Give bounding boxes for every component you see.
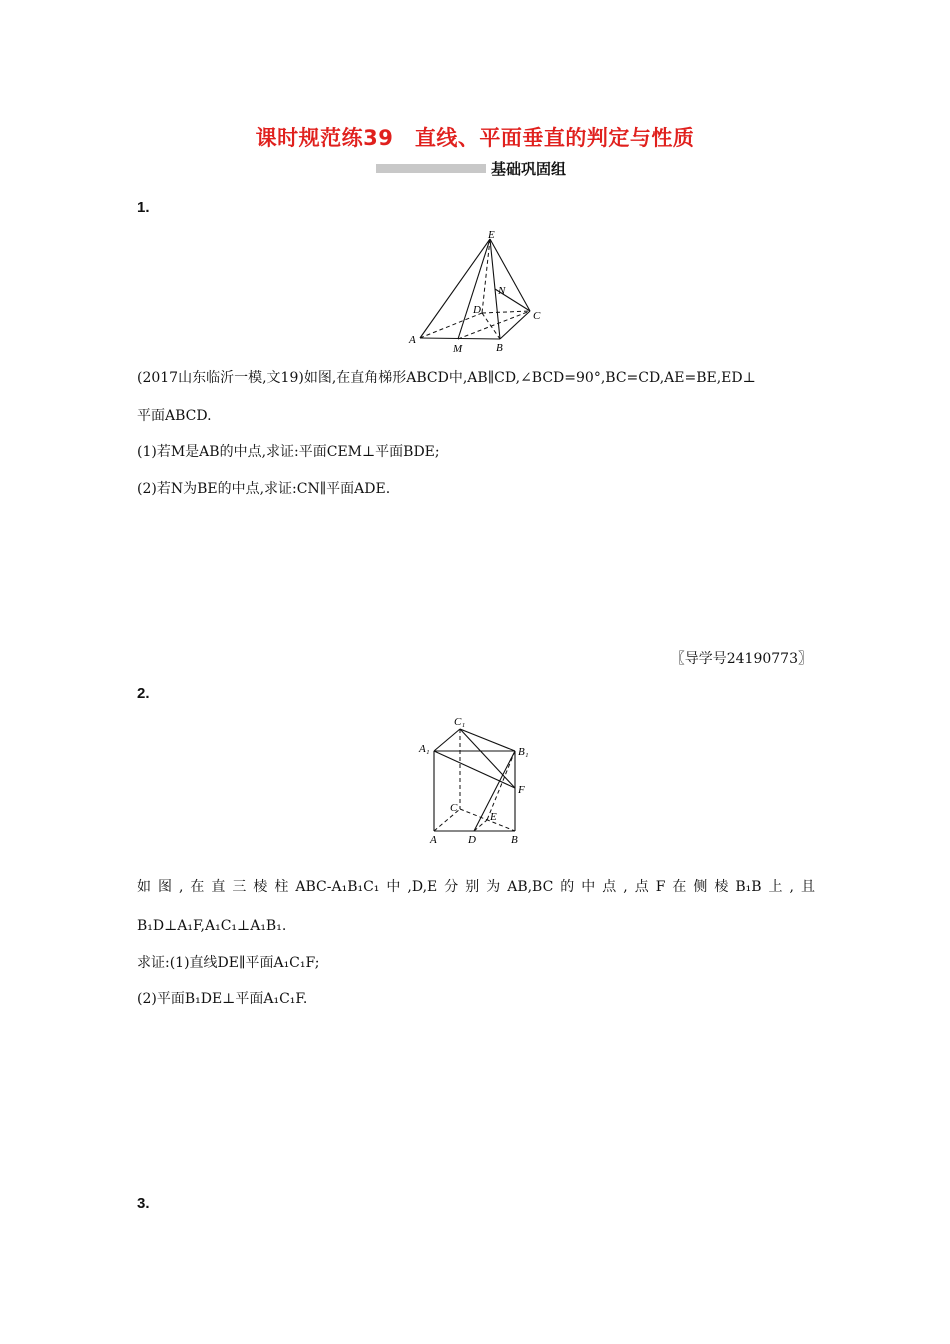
problem-2-number: 2. (137, 685, 150, 702)
label-b1: B₁ (518, 746, 529, 758)
label-d: D (473, 304, 481, 316)
label-a: A (409, 334, 416, 346)
problem-2-line-1: 如图,在直三棱柱ABC-A₁B₁C₁中,D,E分别为AB,BC的中点,点F在侧棱B₁B上,且 (137, 879, 815, 895)
edge-ea (420, 239, 490, 338)
label-e: E (488, 229, 495, 241)
problem-2-part-1: 求证:(1)直线DE∥平面A₁C₁F; (137, 955, 320, 971)
edge-em (458, 239, 490, 339)
edge-de (474, 820, 487, 831)
problem-1-part-2: (2)若N为BE的中点,求证:CN∥平面ADE. (137, 481, 391, 497)
label-c1: C₁ (454, 716, 466, 728)
label-a: A (430, 834, 437, 846)
label-e: E (490, 811, 497, 823)
edge-c1b1 (460, 729, 515, 751)
problem-1-number: 1. (137, 199, 150, 216)
label-m: M (453, 343, 463, 355)
label-b: B (511, 834, 518, 846)
label-c: C (533, 310, 541, 322)
section-title: 基础巩固组 (491, 160, 567, 178)
edge-cb (460, 809, 515, 831)
problem-1-figure (400, 225, 550, 355)
problem-1-part-1: (1)若M是AB的中点,求证:平面CEM⊥平面BDE; (137, 444, 440, 460)
section-bar (376, 164, 486, 173)
label-b: B (496, 342, 503, 354)
label-d: D (468, 834, 476, 846)
edge-a1f (434, 751, 515, 788)
label-c: C (450, 802, 458, 814)
problem-1-line-1: (2017山东临沂一模,文19)如图,在直角梯形ABCD中,AB∥CD,∠BCD=90°,BC=CD,AE=BE,ED⊥ (137, 370, 756, 386)
problem-1-line-2: 平面ABCD. (137, 408, 212, 424)
problem-2-figure (415, 710, 540, 850)
edge-mc (458, 311, 530, 339)
label-f: F (518, 784, 525, 796)
edge-a1c1 (434, 729, 460, 751)
page-title: 课时规范练39 直线、平面垂直的判定与性质 (255, 126, 695, 150)
edge-bc (500, 311, 530, 339)
problem-2-part-2: (2)平面B₁DE⊥平面A₁C₁F. (137, 991, 308, 1007)
label-a1: A₁ (419, 743, 430, 755)
edge-c1f (460, 729, 515, 788)
problem-2-line-2: B₁D⊥A₁F,A₁C₁⊥A₁B₁. (137, 918, 287, 934)
reference-number: 〖导学号24190773〗 (670, 651, 812, 667)
problem-3-number: 3. (137, 1195, 150, 1212)
label-n: N (498, 285, 506, 297)
edge-dc (482, 311, 530, 313)
